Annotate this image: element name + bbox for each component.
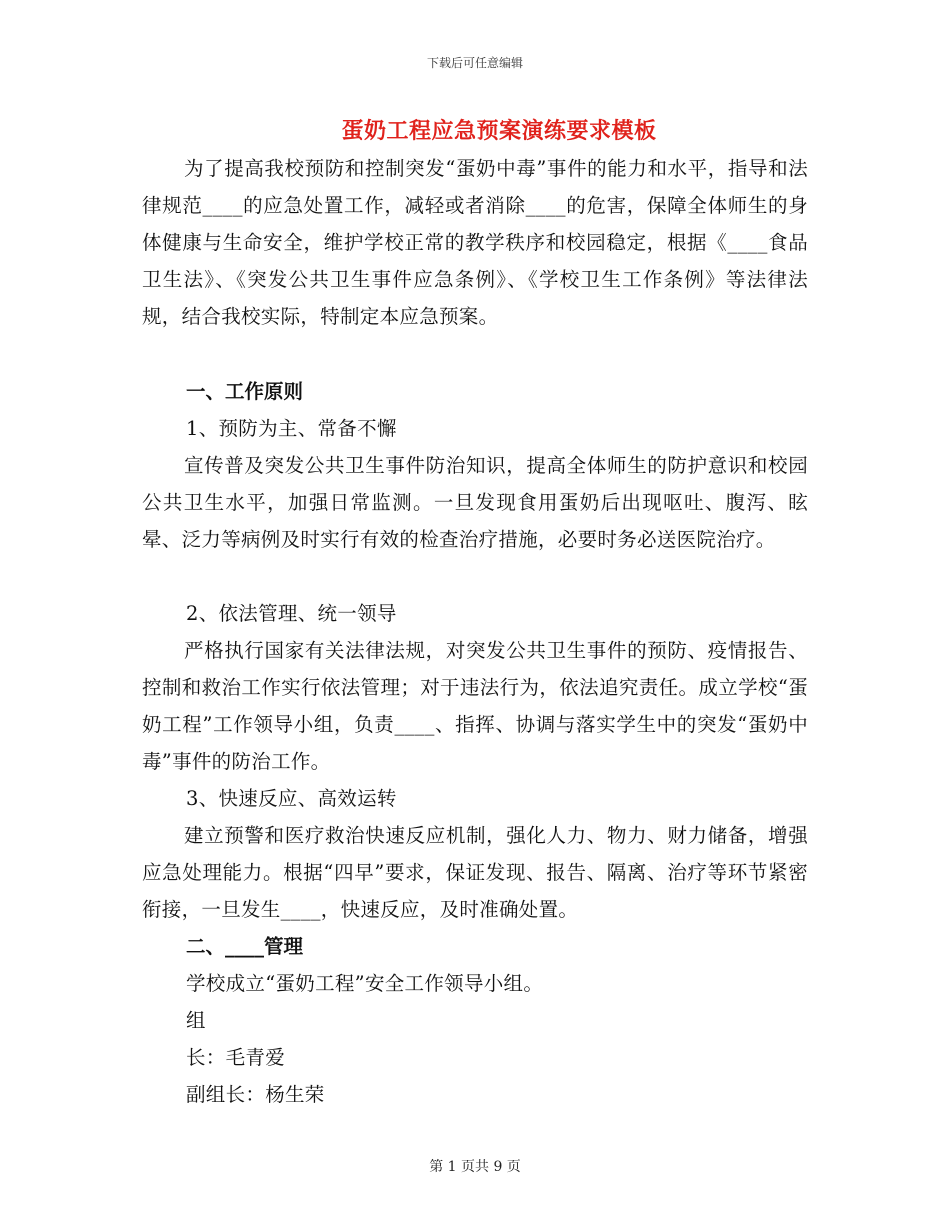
principle-1-heading: 1、预防为主、常备不懈	[186, 417, 397, 440]
principle-2-heading: 2、依法管理、统一领导	[186, 602, 397, 625]
section-heading-principles: 一、工作原则	[186, 380, 304, 403]
group-label-line: 组	[186, 1009, 206, 1032]
intro-paragraph: 为了提高我校预防和控制突发“蛋奶中毒”事件的能力和水平，指导和法律规范____的应急处置工作，减轻或者消除____的危害，保障全体师生的身体健康与生命安全，维护学校正常的教学秩序和校园稳定，根据《____食品卫生法》、《突发公共卫生事件应急条例》、《学校卫生工作条例》等法律法规，结合我校实际，特制定本应急预案。	[142, 157, 808, 328]
section-heading-management: 二、____管理	[186, 935, 304, 958]
page-footer: 第 1 页共 9 页	[429, 1159, 521, 1175]
leadership-group-line: 学校成立“蛋奶工程”安全工作领导小组。	[186, 972, 544, 995]
group-leader-line: 长：毛青爱	[186, 1046, 286, 1069]
principle-3-text: 建立预警和医疗救治快速反应机制，强化人力、物力、财力储备，增强应急处理能力。根据“四早”要求，保证发现、报告、隔离、治疗等环节紧密衔接，一旦发生____，快速反应，及时准确处置。	[142, 824, 808, 921]
principle-2-text: 严格执行国家有关法律法规，对突发公共卫生事件的预防、疫情报告、控制和救治工作实行依法管理；对于违法行为，依法追究责任。成立学校“蛋奶工程”工作领导小组，负责____、指挥、协调与落实学生中的突发“蛋奶中毒”事件的防治工作。	[142, 639, 808, 773]
deputy-leader-line: 副组长：杨生荣	[186, 1083, 325, 1106]
principle-3-heading: 3、快速反应、高效运转	[186, 787, 397, 810]
principle-1-text: 宣传普及突发公共卫生事件防治知识，提高全体师生的防护意识和校园公共卫生水平，加强日常监测。一旦发现食用蛋奶后出现呕吐、腹泻、眩晕、泛力等病例及时实行有效的检查治疗措施，必要时务必送医院治疗。	[142, 454, 808, 551]
document-title: 蛋奶工程应急预案演练要求模板	[341, 118, 657, 144]
header-note: 下载后可任意编辑	[426, 56, 523, 70]
